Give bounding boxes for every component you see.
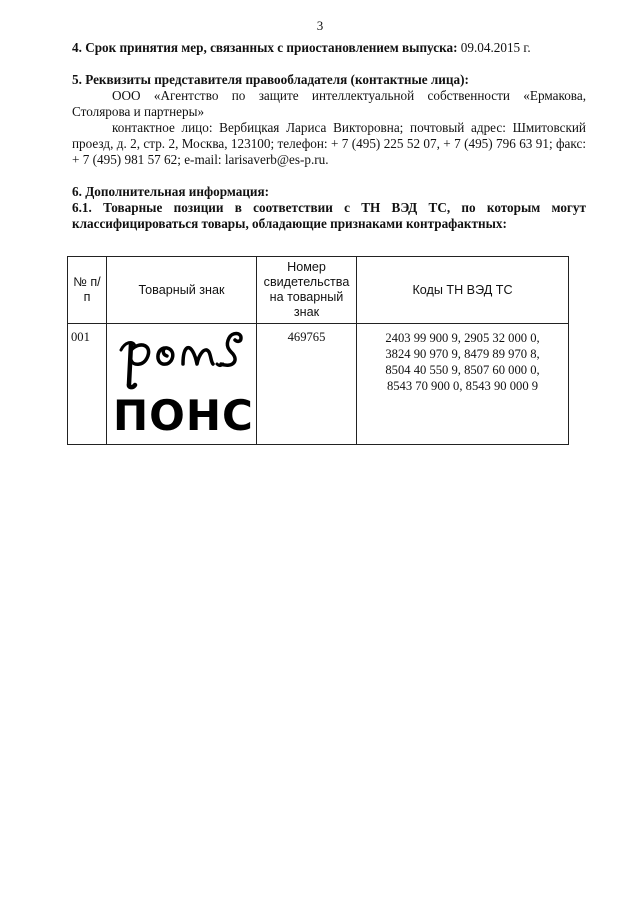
table-header-row	[68, 257, 569, 324]
section-4	[72, 40, 586, 56]
section-4-heading: 4. Срок принятия мер, связанных с приостановлением выпуска:	[72, 40, 458, 55]
header-num: № п/п	[68, 257, 107, 324]
trademark-script-logo	[113, 328, 253, 390]
section-6-1-line1: 6.1. Товарные позиции в соответствии с ТН ВЭД ТС, по которым могут	[72, 200, 586, 215]
code-line: 8504 40 550 9, 8507 60 000 0,	[385, 363, 540, 377]
row-certificate: 469765	[257, 324, 357, 445]
code-line: 8543 70 900 0, 8543 90 000 9	[386, 379, 539, 393]
page-number: 3	[316, 18, 324, 33]
header-cert: Номер свидетельства на товарный знак	[257, 257, 357, 324]
code-line: 3824 90 970 9, 8479 89 970 8,	[385, 347, 540, 361]
row-trademark	[107, 324, 257, 445]
section-5-heading: 5. Реквизиты представителя правообладателя (контактные лица):	[72, 72, 469, 87]
section-6-1-line2: классифицироваться товары, обладающие признаками контрафактных:	[72, 216, 507, 231]
document-body	[72, 40, 586, 232]
code-line: 2403 99 900 9, 2905 32 000 0,	[385, 331, 540, 345]
trademark-block-text: ПОНС	[113, 391, 254, 440]
row-codes	[357, 324, 569, 445]
section-6-1-heading	[72, 200, 586, 232]
table-row	[68, 324, 569, 445]
section-5-contact: контактное лицо: Вербицкая Лариса Викторовна; почтовый адрес: Шмитовский проезд, д. 2, стр. 2, Москва, 123100; телефон: + 7 (495) 225 52 07, + 7 (495) 796 63 91; факс: + 7 (495) 981 57 62; e-mail: larisaverb@es-p.ru.	[72, 120, 586, 167]
section-5-organization: ООО «Агентство по защите интеллектуальной собственности «Ермакова, Столярова и партнеры»	[72, 88, 586, 119]
goods-table	[67, 256, 569, 445]
section-4-value: 09.04.2015 г.	[460, 40, 531, 55]
header-codes: Коды ТН ВЭД ТС	[357, 257, 569, 324]
header-mark: Товарный знак	[107, 257, 257, 324]
row-num: 001	[68, 324, 107, 445]
section-6-heading: 6. Дополнительная информация:	[72, 184, 270, 199]
